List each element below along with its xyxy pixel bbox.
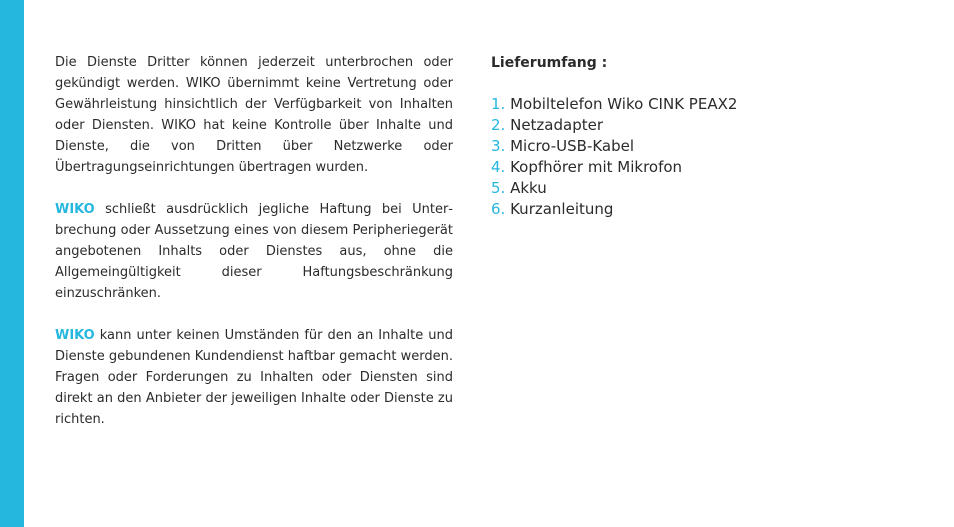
list-item — [491, 115, 911, 136]
item-number: 3. — [491, 137, 506, 155]
paragraph-liability-exclusion — [55, 199, 453, 304]
item-number: 1. — [491, 95, 506, 113]
list-item — [491, 157, 911, 178]
legal-text-column — [55, 52, 453, 451]
list-item — [491, 136, 911, 157]
item-number: 5. — [491, 179, 506, 197]
list-item — [491, 178, 911, 199]
paragraph-customer-service — [55, 325, 453, 430]
paragraph-text: kann unter keinen Umständen für den an Inhalte und Dienste gebundenen Kundendienst haftbar gemacht werden. Fragen oder Forderungen zu Inhalten oder Diensten sind direkt an den Anbieter der jeweiligen Inhalte oder Dienste zu richten. — [55, 328, 453, 427]
item-number: 2. — [491, 116, 506, 134]
paragraph-third-party-services: Die Dienste Dritter können jederzeit unterbrochen oder gekündigt werden. WIKO übernimmt keine Vertretung oder Gewährleistung hinsichtlich der Verfügbarkeit von Inhalten oder Diensten. WIKO hat keine Kontrolle über Inhalte und Dienste, die von Dritten über Netzwerke oder Übertragungseinrichtungen übertragen wurden. — [55, 55, 453, 175]
side-accent-bar — [0, 0, 24, 527]
item-label: Micro-USB-Kabel — [510, 137, 635, 155]
item-label: Kurzanleitung — [510, 200, 614, 218]
item-label: Mobiltelefon Wiko CINK PEAX2 — [510, 95, 738, 113]
paragraph-text: schließt ausdrücklich jegliche Haftung bei Unterbrechung oder Aussetzung eines von diesem Peripheriegerät angebotenen Inhalts oder Dienstes aus, ohne die Allgemeingültigkeit dieser Haftungsbeschränkung einzuschränken. — [55, 202, 453, 301]
item-number: 4. — [491, 158, 506, 176]
brand-name: WIKO — [55, 202, 95, 217]
package-contents-title: Lieferumfang : — [491, 55, 608, 71]
item-label: Kopfhörer mit Mikrofon — [510, 158, 683, 176]
item-label: Netzadapter — [510, 116, 604, 134]
item-label: Akku — [510, 179, 547, 197]
package-contents-column — [491, 52, 911, 220]
list-item — [491, 199, 911, 220]
brand-name: WIKO — [55, 328, 95, 343]
item-number: 6. — [491, 200, 506, 218]
list-item — [491, 94, 911, 115]
package-contents-list — [491, 94, 911, 220]
